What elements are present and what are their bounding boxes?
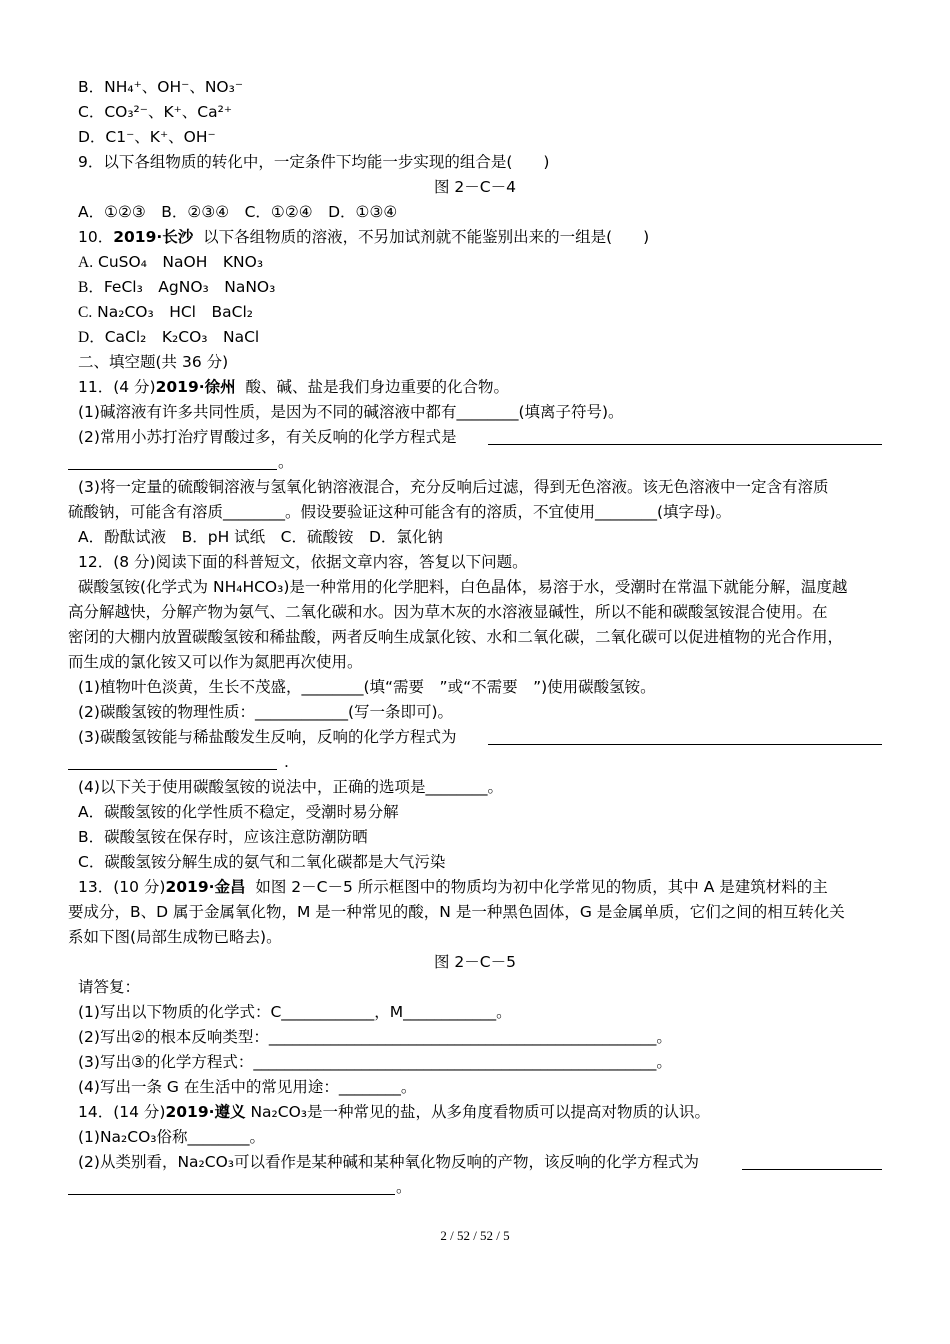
q11-part3-line2: 硫酸钠，可能含有溶质________。假设要验证这种可能含有的溶质，不宜使用________(填字母)。 xyxy=(68,503,732,521)
q14-part2-end: 。 xyxy=(396,1178,412,1196)
q10-option-d xyxy=(78,327,259,348)
q11-part1: (1)碱溶液有许多共同性质，是因为不同的碱溶液中都有________(填离子符号)。 xyxy=(78,403,624,421)
q13-figure-caption: 图 2－C－5 xyxy=(434,953,516,971)
q10-stem-line xyxy=(78,227,649,247)
q10-option-c xyxy=(78,302,253,323)
q13-source: 2019·金昌 xyxy=(165,878,246,896)
q12-passage-line4: 而生成的氯化铵又可以作为氮肥再次使用。 xyxy=(68,653,363,671)
q10-option-a xyxy=(78,252,263,273)
q13-part4: (4)写出一条 G 在生活中的常见用途：________。 xyxy=(78,1078,417,1096)
q8-option-d: D．C1⁻、K⁺、OH⁻ xyxy=(78,128,216,146)
q12-stem: 12．(8 分)阅读下面的科普短文，依据文章内容，答复以下问题。 xyxy=(78,553,528,571)
q11-part3-options: A．酚酞试液 B．pH 试纸 C．硫酸铵 D．氯化钠 xyxy=(78,528,443,546)
q10-option-d-letter: D． xyxy=(78,329,105,346)
q12-answer-line xyxy=(488,744,882,745)
q12-option-b: B．碳酸氢铵在保存时，应该注意防潮防晒 xyxy=(78,828,368,846)
q10-option-a-text: CuSO₄ NaOH KNO₃ xyxy=(98,253,264,271)
q11-stem: 酸、碱、盐是我们身边重要的化合物。 xyxy=(245,378,510,396)
q10-source: 2019·长沙 xyxy=(113,228,194,246)
q10-option-c-text: Na₂CO₃ HCl BaCl₂ xyxy=(97,303,253,321)
q13-part3: (3)写出③的化学方程式：____________________________________________________。 xyxy=(78,1053,672,1071)
q11-part2: (2)常用小苏打治疗胃酸过多，有关反响的化学方程式是 xyxy=(78,428,457,446)
q13-stem1: 如图 2－C－5 所示框图中的物质均为初中化学常见的物质，其中 A 是建筑材料的主 xyxy=(255,878,828,896)
q11-source: 2019·徐州 xyxy=(155,378,236,396)
q10-option-d-text: CaCl₂ K₂CO₃ NaCl xyxy=(104,328,260,346)
q12-answer-line-cont xyxy=(68,769,277,770)
q10-stem: 以下各组物质的溶液，不另加试剂就不能鉴别出来的一组是( ) xyxy=(203,228,650,246)
q10-option-b-text: FeCl₃ AgNO₃ NaNO₃ xyxy=(103,278,276,296)
q14-source: 2019·遵义 xyxy=(165,1103,246,1121)
q11-stem-line xyxy=(78,377,509,397)
q13-stem-line3: 系如下图(局部生成物已略去)。 xyxy=(68,928,282,946)
q13-part1: (1)写出以下物质的化学式：C____________，M____________。 xyxy=(78,1003,512,1021)
q14-answer-line-cont xyxy=(68,1194,395,1195)
q11-answer-line xyxy=(488,444,882,445)
q10-option-b-letter: B． xyxy=(78,279,104,296)
q14-part2: (2)从类别看，Na₂CO₃可以看作是某种碱和某种氧化物反响的产物，该反响的化学方程式为 xyxy=(78,1153,700,1171)
q11-part3-line1: (3)将一定量的硫酸铜溶液与氢氧化钠溶液混合，充分反响后过滤，得到无色溶液。该无色溶液中一定含有溶质 xyxy=(78,478,829,496)
section-heading: 二、填空题(共 36 分) xyxy=(78,353,229,371)
q8-option-b: B．NH₄⁺、OH⁻、NO₃⁻ xyxy=(78,78,244,96)
q9-stem: 9．以下各组物质的转化中，一定条件下均能一步实现的组合是( ) xyxy=(78,153,550,171)
q12-passage-line2: 高分解越快，分解产物为氨气、二氧化碳和水。因为草木灰的水溶液显碱性，所以不能和碳酸氢铵混合使用。在 xyxy=(68,603,828,621)
q13-part2: (2)写出②的根本反响类型：__________________________________________________。 xyxy=(78,1028,672,1046)
q12-part3-end: . xyxy=(284,753,289,771)
q9-options: A．①②③ B．②③④ C．①②④ D．①③④ xyxy=(78,203,398,221)
q12-part2: (2)碳酸氢铵的物理性质：____________(写一条即可)。 xyxy=(78,703,454,721)
q14-part1: (1)Na₂CO₃俗称________。 xyxy=(78,1128,265,1146)
q14-number: 14．(14 分) xyxy=(78,1103,166,1121)
q10-option-b xyxy=(78,277,275,298)
q12-option-c: C．碳酸氢铵分解生成的氨气和二氧化碳都是大气污染 xyxy=(78,853,446,871)
page-number: 2 / 52 / 52 / 5 xyxy=(440,1228,510,1243)
q13-stem-line2: 要成分，B、D 属于金属氧化物，M 是一种常见的酸，N 是一种黑色固体，G 是金属单质，它们之间的相互转化关 xyxy=(68,903,845,921)
q11-number: 11．(4 分) xyxy=(78,378,156,396)
q11-answer-line-cont xyxy=(68,469,277,470)
q11-part2-end: 。 xyxy=(278,453,294,471)
q10-option-c-letter: C. xyxy=(78,304,93,321)
q14-stem-line xyxy=(78,1102,710,1122)
q14-answer-line xyxy=(742,1169,882,1170)
q12-passage-line1: 碳酸氢铵(化学式为 NH₄HCO₃)是一种常用的化学肥料，白色晶体，易溶于水，受潮时在常温下就能分解，温度越 xyxy=(78,578,848,596)
q14-stem: Na₂CO₃是一种常见的盐，从多角度看物质可以提高对物质的认识。 xyxy=(250,1103,710,1121)
q12-passage-line3: 密闭的大棚内放置碳酸氢铵和稀盐酸，两者反响生成氯化铵、水和二氧化碳，二氧化碳可以促进植物的光合作用， xyxy=(68,628,844,646)
q12-part3: (3)碳酸氢铵能与稀盐酸发生反响，反响的化学方程式为 xyxy=(78,728,457,746)
q12-option-a: A．碳酸氢铵的化学性质不稳定，受潮时易分解 xyxy=(78,803,399,821)
q13-ask: 请答复： xyxy=(78,978,141,996)
q10-number: 10． xyxy=(78,228,114,246)
q13-stem-line1 xyxy=(78,877,828,897)
q13-number: 13．(10 分) xyxy=(78,878,166,896)
q10-option-a-letter: A. xyxy=(78,254,94,271)
q8-option-c: C．CO₃²⁻、K⁺、Ca²⁺ xyxy=(78,103,233,121)
q12-part1: (1)植物叶色淡黄，生长不茂盛，________(填“需要 ”或“不需要 ”)使用碳酸氢铵。 xyxy=(78,678,656,696)
q9-figure-caption: 图 2－C－4 xyxy=(434,178,516,196)
q12-part4: (4)以下关于使用碳酸氢铵的说法中，正确的选项是________。 xyxy=(78,778,503,796)
